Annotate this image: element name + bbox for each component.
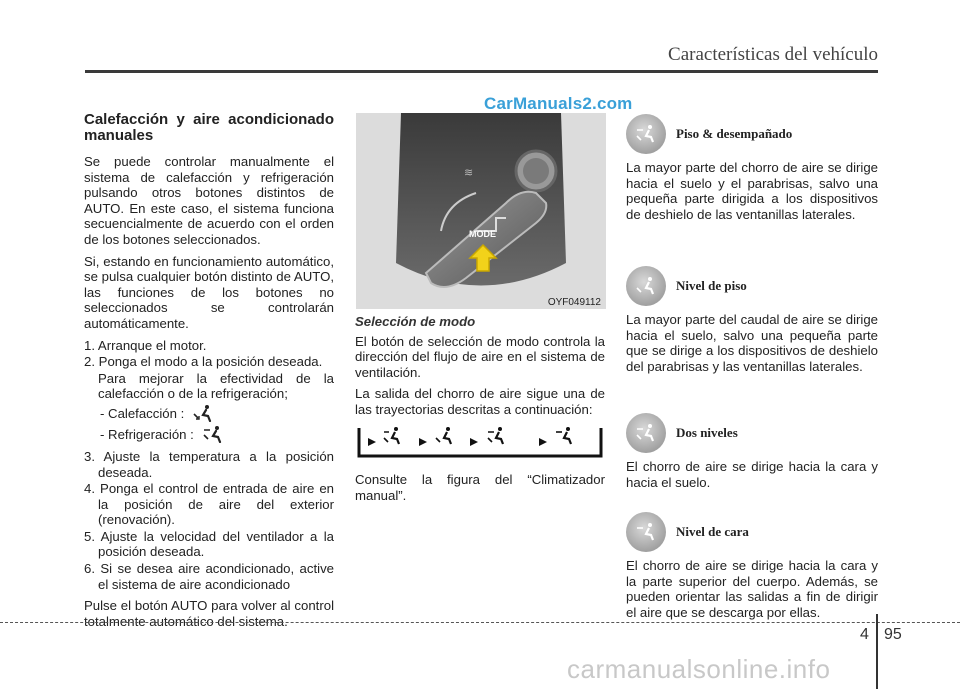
paragraph: El botón de selección de modo controla la dirección del flujo de aire en el sistema de ventilación. [355,333,605,380]
list-item: 3. Ajuste la temperatura a la posición deseada. [84,448,334,480]
mode-label: Dos niveles [676,425,738,440]
mode-label: Nivel de cara [676,524,749,539]
column-middle-note [355,472,605,509]
floor-mode-icon [192,404,214,422]
floor-icon [436,427,451,444]
heating-option: - Calefacción : [100,403,334,424]
face-icon [556,427,571,444]
list-item: 6. Si se desea aire acondicionado, active el sistema de aire acondicionado [84,561,334,592]
chapter-number: 4 [860,626,869,643]
mode-label: Piso & desempañado [676,126,793,141]
footer-watermark: carmanualsonline.info [567,654,831,684]
mode-description: El chorro de aire se dirige hacia la cara y hacia el suelo. [626,459,878,490]
subheading: Selección de modo [355,314,476,329]
mode-description: La mayor parte del chorro de aire se dirige hacia el suelo y el parabrisas, salvo una pequeña parte dirigida a los dispositivos de deshielo de las ventanillas laterales. [626,160,878,222]
mode-description: La mayor parte del caudal de aire se dirige hacia el suelo, salvo una pequeña parte que se dirige a los dispositivos de deshielo del parabrisas y las ventanillas laterales. [626,312,878,374]
column-middle [355,314,605,424]
mode-face [626,512,878,620]
bi-level-mode-icon [202,425,224,443]
mode-button-photo [356,113,606,309]
mode-sequence-diagram [356,422,604,462]
page-number: 95 [884,626,902,643]
mode-bi-level [626,413,878,490]
mode-label: Nivel de piso [676,278,747,293]
list-item: 2. Ponga el modo a la posición deseada. [84,354,323,370]
list-item: 1. Arranque el motor. [84,337,207,353]
paragraph: La salida del chorro de aire sigue una de las trayectorias descritas a continuación: [355,386,605,417]
image-caption: OYF049112 [547,297,601,308]
bi-level-icon [488,427,503,444]
paragraph: Si, estando en funcionamiento automático, se pulsa cualquier botón distinto de AUTO, las funciones de los botones no seleccionados se controlarán automáticamente. [84,253,334,331]
mode-floor [626,266,878,374]
face-icon [626,512,666,552]
floor-defrost-icon [384,427,399,444]
mode-button-label: MODE [469,229,496,239]
footer-rule [0,622,960,623]
mode-floor-defrost [626,114,878,222]
cooling-option: - Refrigeración : [100,424,334,445]
header-rule [85,70,878,73]
mode-options [100,403,334,445]
watermark: CarManuals2.com [484,94,633,113]
bi-level-icon [626,413,666,453]
floor-defrost-icon [626,114,666,154]
svg-text:≋: ≋ [464,166,474,179]
list-item: 5. Ajuste la velocidad del ventilador a la posición deseada. [84,528,334,560]
list-item: 4. Ponga el control de entrada de aire en la posición de aire del exterior (renovación). [84,481,334,528]
list-item: Para mejorar la efectividad de la calefacción o de la refrigeración; [98,370,334,402]
column-left [84,112,334,635]
paragraph: Consulte la figura del “Climatizador manual”. [355,472,605,503]
section-heading: Calefacción y aire acondicionado manuales [84,111,334,144]
section-title: Características del vehículo [668,44,878,65]
paragraph: Se puede controlar manualmente el sistema de calefacción y refrigeración pulsando otros botones distintos de AUTO. En este caso, el sistema funciona secuencialmente de acuerdo con el orden de los botones seleccionados. [84,154,334,247]
page-separator [876,614,878,689]
paragraph: Pulse el botón AUTO para volver al control totalmente automático del sistema. [84,598,334,629]
floor-icon [626,266,666,306]
steps-list [84,338,334,593]
mode-description: El chorro de aire se dirige hacia la cara y la parte superior del cuerpo. Además, se pueden orientar las salidas a fin de dirigir el aire que se descarga por ellas. [626,558,878,620]
